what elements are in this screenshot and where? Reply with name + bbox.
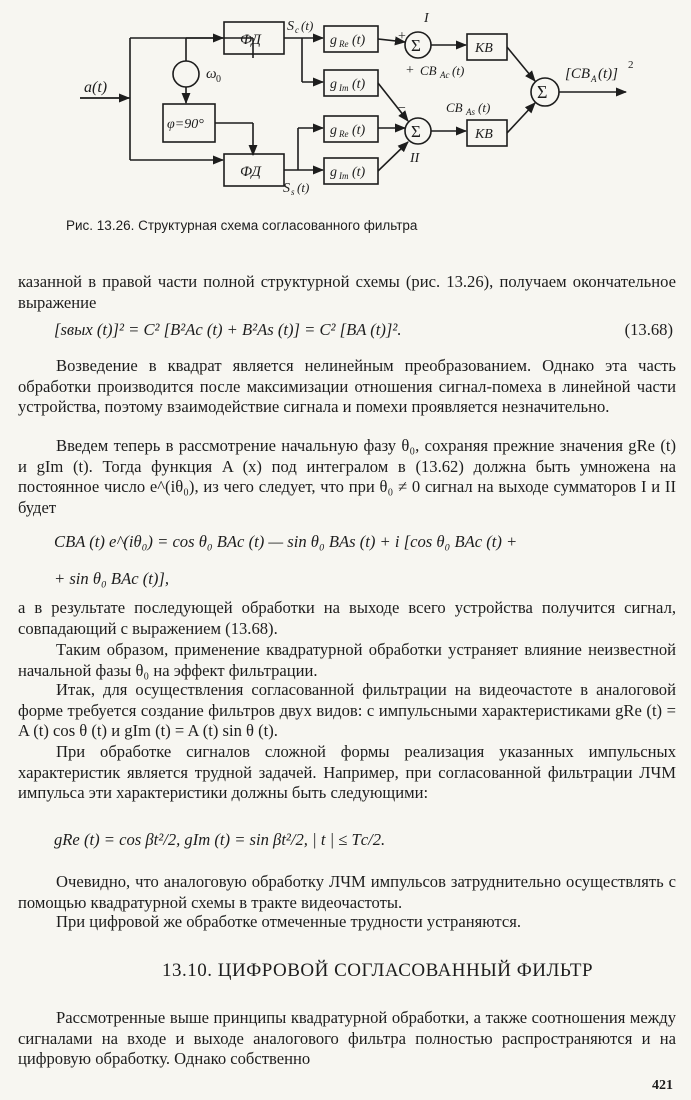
cba-c-arg: (t) xyxy=(452,63,465,78)
sc-arg: (t) xyxy=(301,18,314,33)
filter-im-bottom-arg: (t) xyxy=(352,165,366,180)
ss-sub: s xyxy=(291,187,295,197)
paragraph-6: Итак, для осуществления согласованной фильтрации на видеочастоте в аналоговой форме требуется создание фильтров двух видов: с импульсными характеристиками gRe (t) = A (t) cos θ (t) и gIm (t) = A (t) sin θ (t). xyxy=(18,680,676,740)
omega-label: ω xyxy=(206,66,217,82)
plus-top: + xyxy=(398,29,406,44)
fd-bottom-label: ФД xyxy=(240,164,261,180)
cba-s-label: CB xyxy=(446,100,463,115)
filter-re-bottom-arg: (t) xyxy=(352,123,366,138)
paragraph-4: а в результате последующей обработки на выходе всего устройства получится сигнал, совпадающий с выражением (13.68). xyxy=(18,598,676,638)
summer-final-sigma: Σ xyxy=(537,82,548,102)
output-tail: (t)] xyxy=(598,66,618,82)
paragraph-7: При обработке сигналов сложной формы реализация указанных импульсных характеристик является трудной задачей. Например, при согласованной фильтрации ЛЧМ импульса эти характеристики должны быть следующими: xyxy=(18,742,676,802)
cba-s-sub: As xyxy=(466,107,475,117)
paragraph-5: Таким образом, применение квадратурной обработки устраняет влияние неизвестной начальной фазы θ₀ на эффект фильтрации. xyxy=(18,640,676,680)
equation-13-68: [sвых (t)]² = C² [B²Ac (t) + B²As (t)] = C² [BA (t)]². xyxy=(54,320,402,339)
paragraph-9: При цифровой же обработке отмеченные трудности устраняются. xyxy=(56,912,522,931)
ss-label: S xyxy=(283,181,290,196)
filter-re-top-g: g xyxy=(330,33,337,48)
phase-label: φ=90° xyxy=(167,117,204,132)
kv-bottom-label: КВ xyxy=(475,127,493,142)
cba-s-arg: (t) xyxy=(478,100,491,115)
plus-bottom: + xyxy=(398,141,406,156)
filter-im-top-arg: (t) xyxy=(352,77,366,92)
output-label: [CB xyxy=(565,66,591,82)
paragraph-1: казанной в правой части полной структурной схемы (рис. 13.26), получаем окончательное выражение xyxy=(18,272,676,312)
paragraph-2: Возведение в квадрат является нелинейным преобразованием. Однако эта часть обработки производится после максимизации отношения сигнал-помеха в линейной части устройства, поэтому взаимодействие сигнала и помехи проявляется незначительно. xyxy=(18,356,676,416)
filter-im-top-sub: Im xyxy=(339,83,349,93)
minus-mid: − xyxy=(398,101,406,116)
equation-cba-line1: CBA (t) e^(iθ₀) = cos θ₀ BAc (t) — sin θ₀ BAs (t) + i [cos θ₀ BAc (t) + xyxy=(54,532,518,551)
filter-im-bottom-sub: Im xyxy=(339,171,349,181)
label-II: II xyxy=(410,151,420,166)
page-number: 421 xyxy=(652,1078,673,1093)
block-diagram xyxy=(0,0,691,200)
kv-top-label: КВ xyxy=(475,41,493,56)
sc-label: S xyxy=(287,19,294,34)
fd-top-label: ФД xyxy=(240,32,261,48)
filter-re-top-arg: (t) xyxy=(352,33,366,48)
summer-bottom-sigma: Σ xyxy=(411,122,421,141)
omega-sub: 0 xyxy=(216,74,221,85)
summer-top-sigma: Σ xyxy=(411,36,421,55)
filter-im-bottom-g: g xyxy=(330,165,337,180)
output-sup: 2 xyxy=(628,59,634,71)
cba-c-label: CB xyxy=(420,63,437,78)
output-sub: A xyxy=(591,74,597,84)
filter-re-bottom-g: g xyxy=(330,123,337,138)
input-label: a(t) xyxy=(84,79,108,96)
equation-number: (13.68) xyxy=(624,320,673,339)
figure-caption: Рис. 13.26. Структурная схема согласованного фильтра xyxy=(66,218,418,233)
cba-c-sub: Ac xyxy=(440,70,450,80)
equation-lfm: gRe (t) = cos βt²/2, gIm (t) = sin βt²/2, | t | ≤ Tс/2. xyxy=(54,830,386,849)
filter-re-bottom-sub: Re xyxy=(339,129,349,139)
paragraph-10: Рассмотренные выше принципы квадратурной обработки, а также соотношения между сигналами на входе и выходе аналогового фильтра полностью распространяются и на цифровую обработку. Однако собственно xyxy=(18,1008,676,1068)
label-I: I xyxy=(424,11,429,26)
section-heading: 13.10. ЦИФРОВОЙ СОГЛАСОВАННЫЙ ФИЛЬТР xyxy=(162,960,594,981)
filter-re-top-sub: Re xyxy=(339,39,349,49)
filter-im-top-g: g xyxy=(330,77,337,92)
paragraph-3: Введем теперь в рассмотрение начальную фазу θ₀, сохраняя прежние значения gRe (t) и gIm (t). Тогда функция A (x) под интегралом в (13.62) должна быть умножена на постоянное число e^(iθ₀), из чего следует, что при θ₀ ≠ 0 сигнал на выходе сумматоров I и II будет xyxy=(18,436,676,517)
ss-arg: (t) xyxy=(297,180,310,195)
plus-mid: + xyxy=(406,63,414,78)
paragraph-8: Очевидно, что аналоговую обработку ЛЧМ импульсов затруднительно осуществлять с помощью квадратурной схемы в тракте видеочастоты. xyxy=(18,872,676,912)
equation-cba-line2: + sin θ₀ BAc (t)], xyxy=(54,569,169,588)
sc-sub: c xyxy=(295,25,299,35)
